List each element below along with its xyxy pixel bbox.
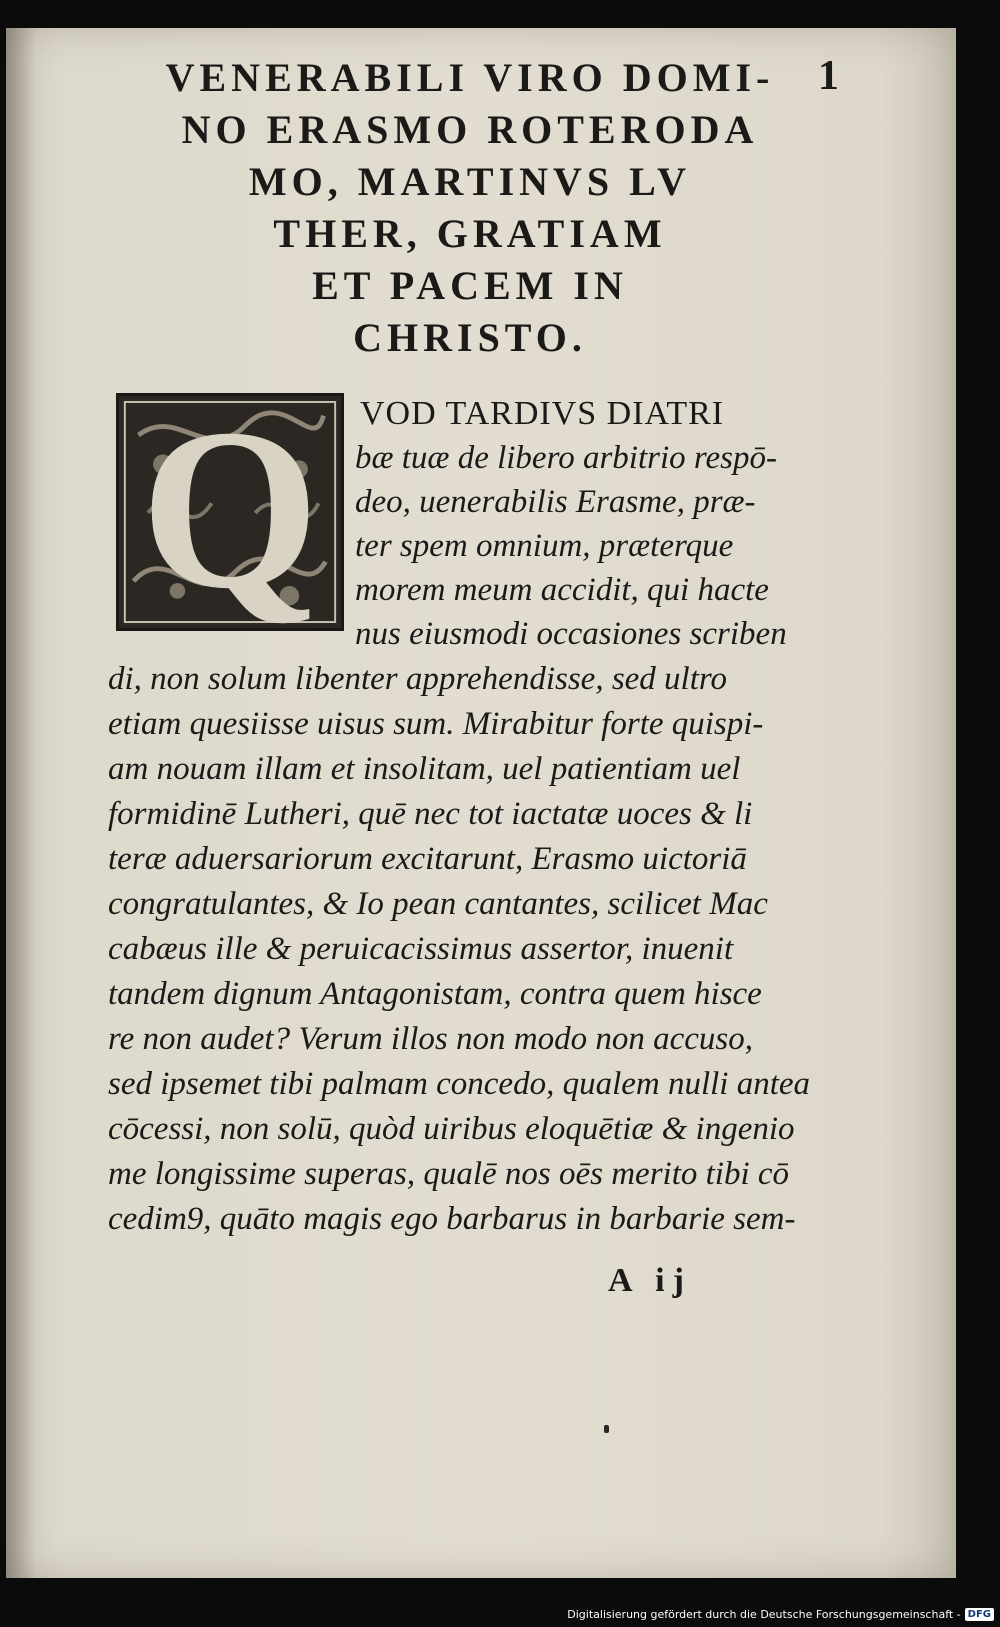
text-line: nus eiusmodi occasiones scriben [355, 616, 787, 652]
text-line: am nouam illam et insolitam, uel patientiam uel [108, 751, 741, 787]
text-line: formidinē Lutheri, quē nec tot iactatæ uoces & li [108, 796, 753, 832]
text-line: re non audet? Verum illos non modo non accuso, [108, 1021, 753, 1057]
credit-text: Digitalisierung gefördert durch die Deutsche Forschungsgemeinschaft - [567, 1607, 961, 1621]
text-line: di, non solum libenter apprehendisse, sed ultro [108, 661, 728, 697]
text-line: cōcessi, non solū, quòd uiribus eloquētiæ & ingenio [108, 1111, 795, 1147]
heading-line: NO ERASMO ROTERODA [181, 107, 759, 152]
text-line: me longissime superas, qualē nos oēs merito tibi cō [108, 1156, 790, 1192]
text-line: tandem dignum Antagonistam, contra quem hisce [108, 976, 762, 1012]
heading-line: MO, MARTINVS LV [248, 159, 692, 204]
text-line: congratulantes, & Io pean cantantes, scilicet Mac [108, 886, 768, 922]
opening-line: VOD TARDIVS DIATRI [360, 395, 725, 432]
heading-line: VENERABILI VIRO DOMI- [165, 55, 775, 100]
text-line: sed ipsemet tibi palmam concedo, qualem nulli antea [108, 1066, 811, 1102]
initial-letter: Q [140, 381, 320, 636]
text-line: cedim9, quāto magis ego barbarus in barbarie sem- [108, 1201, 796, 1237]
page-heading [130, 52, 810, 364]
text-line: teræ aduersariorum excitarunt, Erasmo uictoriā [108, 841, 747, 877]
heading-line: ET PACEM IN [312, 263, 628, 308]
decorated-initial [116, 381, 344, 636]
heading-line: CHRISTO. [353, 315, 587, 360]
digitization-credit [567, 1603, 994, 1625]
text-line: etiam quesiisse uisus sum. Mirabitur forte quispi- [108, 706, 764, 742]
heading-line: THER, GRATIAM [273, 211, 667, 256]
folio-number: 1 [818, 53, 839, 99]
text-line: cabæus ille & peruicacissimus assertor, inuenit [108, 931, 734, 967]
text-line: ter spem omnium, præterque [355, 528, 734, 564]
signature-mark: A ij [608, 1262, 692, 1299]
dfg-logo-icon: DFG [965, 1608, 994, 1621]
text-line: deo, uenerabilis Erasme, præ- [355, 484, 756, 520]
ink-speck [604, 1425, 609, 1433]
text-line: morem meum accidit, qui hacte [355, 572, 769, 608]
page-gutter-shadow [6, 28, 36, 1578]
text-line: bæ tuæ de libero arbitrio respō- [355, 440, 777, 476]
